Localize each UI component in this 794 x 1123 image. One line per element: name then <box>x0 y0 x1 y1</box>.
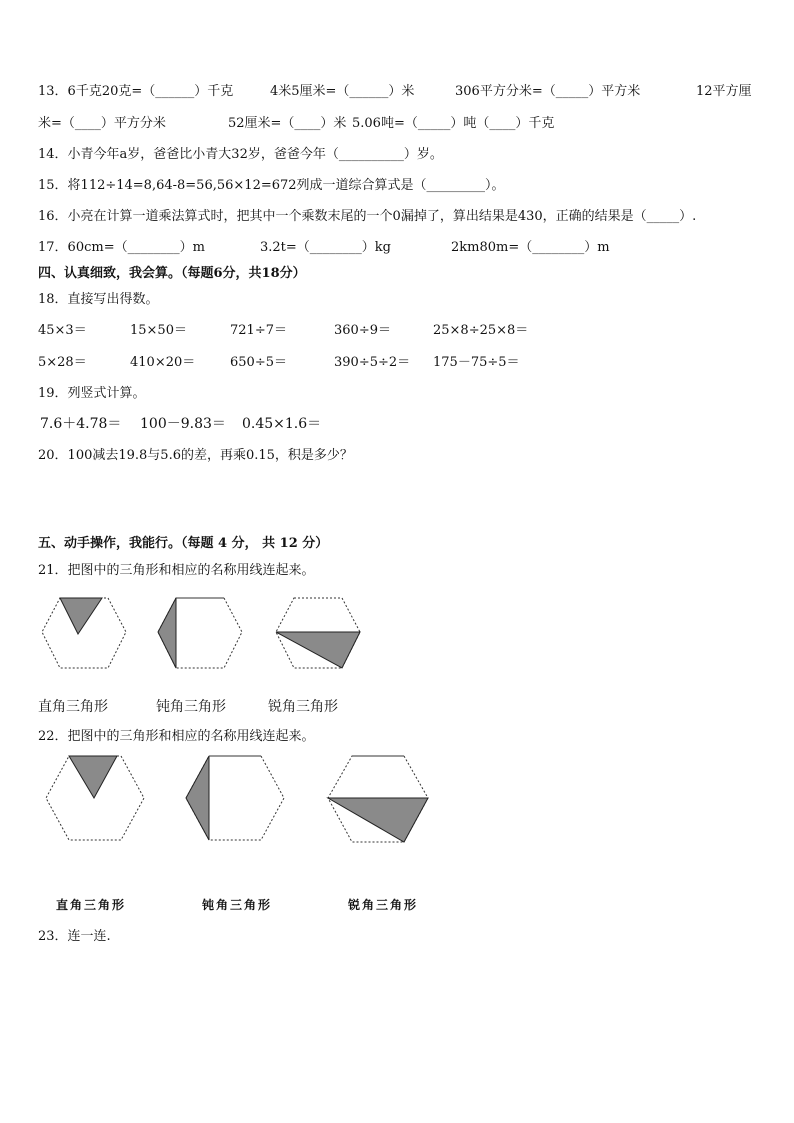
q17-part1: 17．60cm=（________）m <box>38 240 205 255</box>
triangle-name-label: 钝角三角形 <box>156 699 226 715</box>
vertical-calc-item: 7.6＋4.78＝ <box>40 416 122 432</box>
hexagon-figure-4 <box>44 754 146 842</box>
hexagon-figure-2 <box>156 596 244 670</box>
triangle-name-label: 直角三角形 <box>56 898 127 912</box>
q13-part3: 306平方分米=（_____）平方米 <box>455 84 641 99</box>
triangle-name-label: 锐角三角形 <box>268 699 338 715</box>
q13-part1: 13．6千克20克=（______）千克 <box>38 84 234 99</box>
calc-cell: 721÷7＝ <box>230 323 287 338</box>
shaded-triangle <box>158 598 176 668</box>
q17-part3: 2km80m=（________）m <box>451 240 610 255</box>
section-4-heading: 四、认真细致，我会算。（每题6分，共18分） <box>38 266 306 281</box>
question-14: 14．小青今年a岁，爸爸比小青大32岁，爸爸今年（__________）岁。 <box>38 147 443 162</box>
calc-cell: 15×50＝ <box>130 323 187 338</box>
hexagon-figure-3 <box>274 596 362 670</box>
question-16: 16．小亮在计算一道乘法算式时，把其中一个乘数末尾的一个0漏掉了，算出结果是430，正确的结果是（_____）. <box>38 209 697 224</box>
q13-part2: 4米5厘米=（______）米 <box>270 84 415 99</box>
hexagon-figure-5 <box>184 754 286 842</box>
question-15: 15．将112÷14=8,64-8=56,56×12=672列成一道综合算式是（_________）。 <box>38 178 505 193</box>
shaded-triangle <box>186 756 209 840</box>
calc-cell: 45×3＝ <box>38 323 87 338</box>
shaded-triangle <box>276 632 360 668</box>
triangle-name-label: 锐角三角形 <box>348 898 419 912</box>
hexagon-figure-1 <box>40 596 128 670</box>
q13-part5: 米=（____）平方分米 <box>38 116 166 131</box>
q13-part6: 52厘米=（____）米 <box>228 116 347 131</box>
calc-cell: 175－75÷5＝ <box>433 355 520 370</box>
question-20: 20．100减去19.8与5.6的差，再乘0.15，积是多少？ <box>38 448 353 463</box>
calc-cell: 360÷9＝ <box>334 323 391 338</box>
q13-part4: 12平方厘 <box>696 84 752 99</box>
question-22-title: 22．把图中的三角形和相应的名称用线连起来。 <box>38 729 315 744</box>
calc-cell: 410×20＝ <box>130 355 196 370</box>
vertical-calc-item: 100－9.83＝ <box>140 416 226 432</box>
triangle-name-label: 钝角三角形 <box>202 898 273 912</box>
calc-cell: 5×28＝ <box>38 355 87 370</box>
hexagon-figure-6 <box>326 754 430 844</box>
question-21-title: 21．把图中的三角形和相应的名称用线连起来。 <box>38 563 315 578</box>
q13-part7: 5.06吨=（_____）吨（____）千克 <box>352 116 555 131</box>
shaded-triangle <box>328 798 428 842</box>
section-5-heading: 五、动手操作，我能行。（每题 4 分， 共 12 分） <box>38 536 329 551</box>
q17-part2: 3.2t=（________）kg <box>260 240 391 255</box>
calc-cell: 650÷5＝ <box>230 355 287 370</box>
shaded-triangle <box>60 598 102 634</box>
question-23: 23．连一连. <box>38 929 111 944</box>
vertical-calc-item: 0.45×1.6＝ <box>242 416 322 432</box>
calc-cell: 390÷5÷2＝ <box>334 355 411 370</box>
triangle-name-label: 直角三角形 <box>38 699 108 715</box>
calc-cell: 25×8÷25×8＝ <box>433 323 529 338</box>
shaded-triangle <box>69 756 117 798</box>
question-19-title: 19．列竖式计算。 <box>38 386 146 401</box>
question-18-title: 18．直接写出得数。 <box>38 292 159 307</box>
